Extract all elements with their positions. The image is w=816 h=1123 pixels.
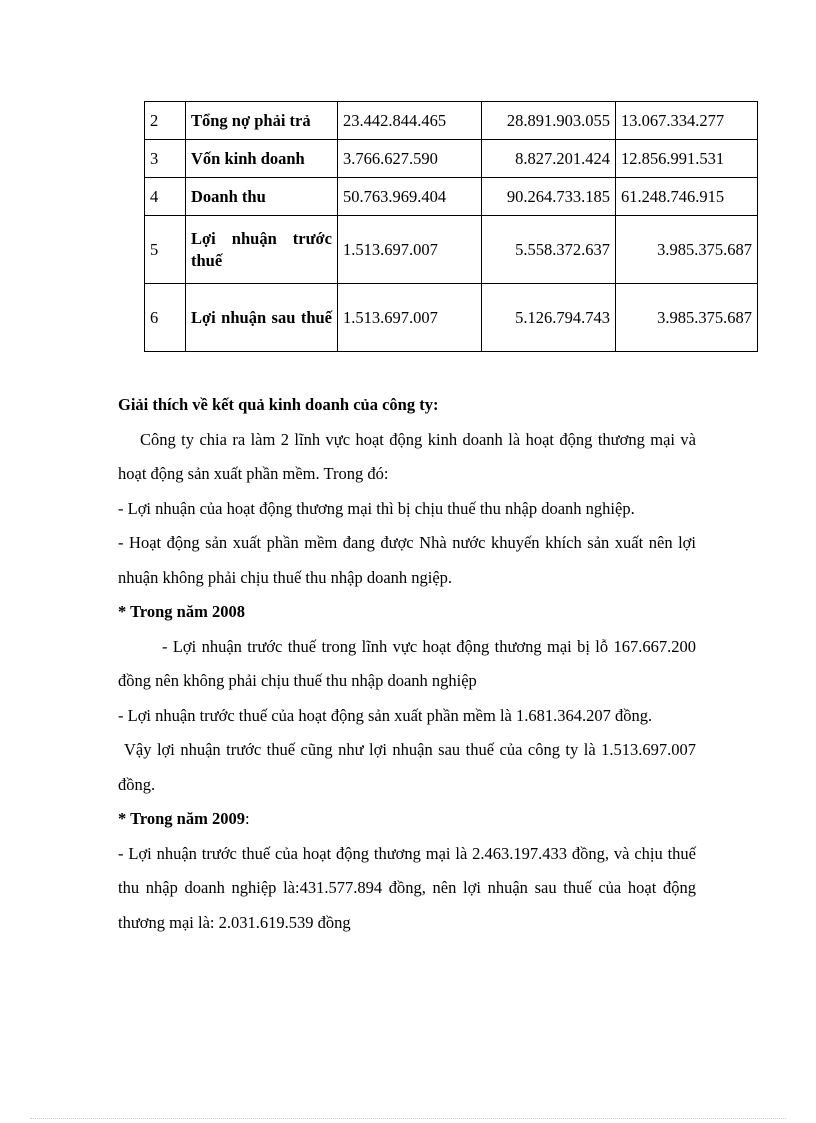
table-row xyxy=(145,178,758,216)
value-year-1: 1.513.697.007 xyxy=(338,216,482,284)
row-label: Doanh thu xyxy=(186,178,338,216)
table-row xyxy=(145,284,758,352)
value-year-3: 12.856.991.531 xyxy=(616,140,758,178)
paragraph-2008-3: Vậy lợi nhuận trước thuế cũng như lợi nhuận sau thuế của công ty là 1.513.697.007 đồng. xyxy=(118,740,696,794)
value-year-1: 3.766.627.590 xyxy=(338,140,482,178)
value-year-2: 28.891.903.055 xyxy=(482,102,616,140)
row-number: 6 xyxy=(145,284,186,352)
value-year-3: 13.067.334.277 xyxy=(616,102,758,140)
table-row xyxy=(145,140,758,178)
row-number: 4 xyxy=(145,178,186,216)
bullet-paragraph: - Lợi nhuận của hoạt động thương mại thì bị chịu thuế thu nhập doanh nghiệp. xyxy=(118,498,635,518)
year-2009-colon: : xyxy=(244,809,250,828)
value-year-1: 23.442.844.465 xyxy=(338,102,482,140)
value-year-3: 3.985.375.687 xyxy=(616,284,758,352)
bullet-paragraph: - Hoạt động sản xuất phần mềm đang được Nhà nước khuyến khích sản xuất nên lợi nhuận không phải chịu thuế thu nhập doanh ngiệp. xyxy=(118,533,696,587)
year-2009-heading: * Trong năm 2009 xyxy=(118,809,245,828)
explanation-section xyxy=(118,388,696,940)
intro-paragraph: Công ty chia ra làm 2 lĩnh vực hoạt động kinh doanh là hoạt động thương mại và hoạt động sản xuất phần mềm. Trong đó: xyxy=(118,429,696,483)
table-row xyxy=(145,102,758,140)
row-number: 5 xyxy=(145,216,186,284)
row-label: Lợi nhuận sau thuế xyxy=(186,284,338,352)
year-2009-heading-line xyxy=(118,802,696,837)
year-2008-heading: * Trong năm 2008 xyxy=(118,602,245,621)
value-year-1: 50.763.969.404 xyxy=(338,178,482,216)
section-heading: Giải thích về kết quả kinh doanh của công ty: xyxy=(118,395,439,414)
value-year-2: 90.264.733.185 xyxy=(482,178,616,216)
row-number: 2 xyxy=(145,102,186,140)
value-year-3: 3.985.375.687 xyxy=(616,216,758,284)
value-year-2: 8.827.201.424 xyxy=(482,140,616,178)
row-number: 3 xyxy=(145,140,186,178)
page-bottom-rule xyxy=(30,1118,786,1119)
financial-table xyxy=(144,101,758,352)
paragraph-2009-1: - Lợi nhuận trước thuế của hoạt động thương mại là 2.463.197.433 đồng, và chịu thuế thu nhập doanh nghiệp là:431.577.894 đồng, nên lợi nhuận sau thuế của hoạt động thương mại là: 2.031.619.539 đồng xyxy=(118,843,696,932)
row-label: Vốn kinh doanh xyxy=(186,140,338,178)
value-year-2: 5.126.794.743 xyxy=(482,284,616,352)
row-label: Tổng nợ phải trả xyxy=(186,102,338,140)
value-year-2: 5.558.372.637 xyxy=(482,216,616,284)
table-row xyxy=(145,216,758,284)
value-year-1: 1.513.697.007 xyxy=(338,284,482,352)
paragraph-2008-1: - Lợi nhuận trước thuế trong lĩnh vực hoạt động thương mại bị lỗ 167.667.200 đồng nên không phải chịu thuế thu nhập doanh nghiệp xyxy=(118,636,696,690)
row-label: Lợi nhuận trước thuế xyxy=(186,216,338,284)
paragraph-2008-2: - Lợi nhuận trước thuế của hoạt động sản xuất phần mềm là 1.681.364.207 đồng. xyxy=(118,705,653,725)
value-year-3: 61.248.746.915 xyxy=(616,178,758,216)
